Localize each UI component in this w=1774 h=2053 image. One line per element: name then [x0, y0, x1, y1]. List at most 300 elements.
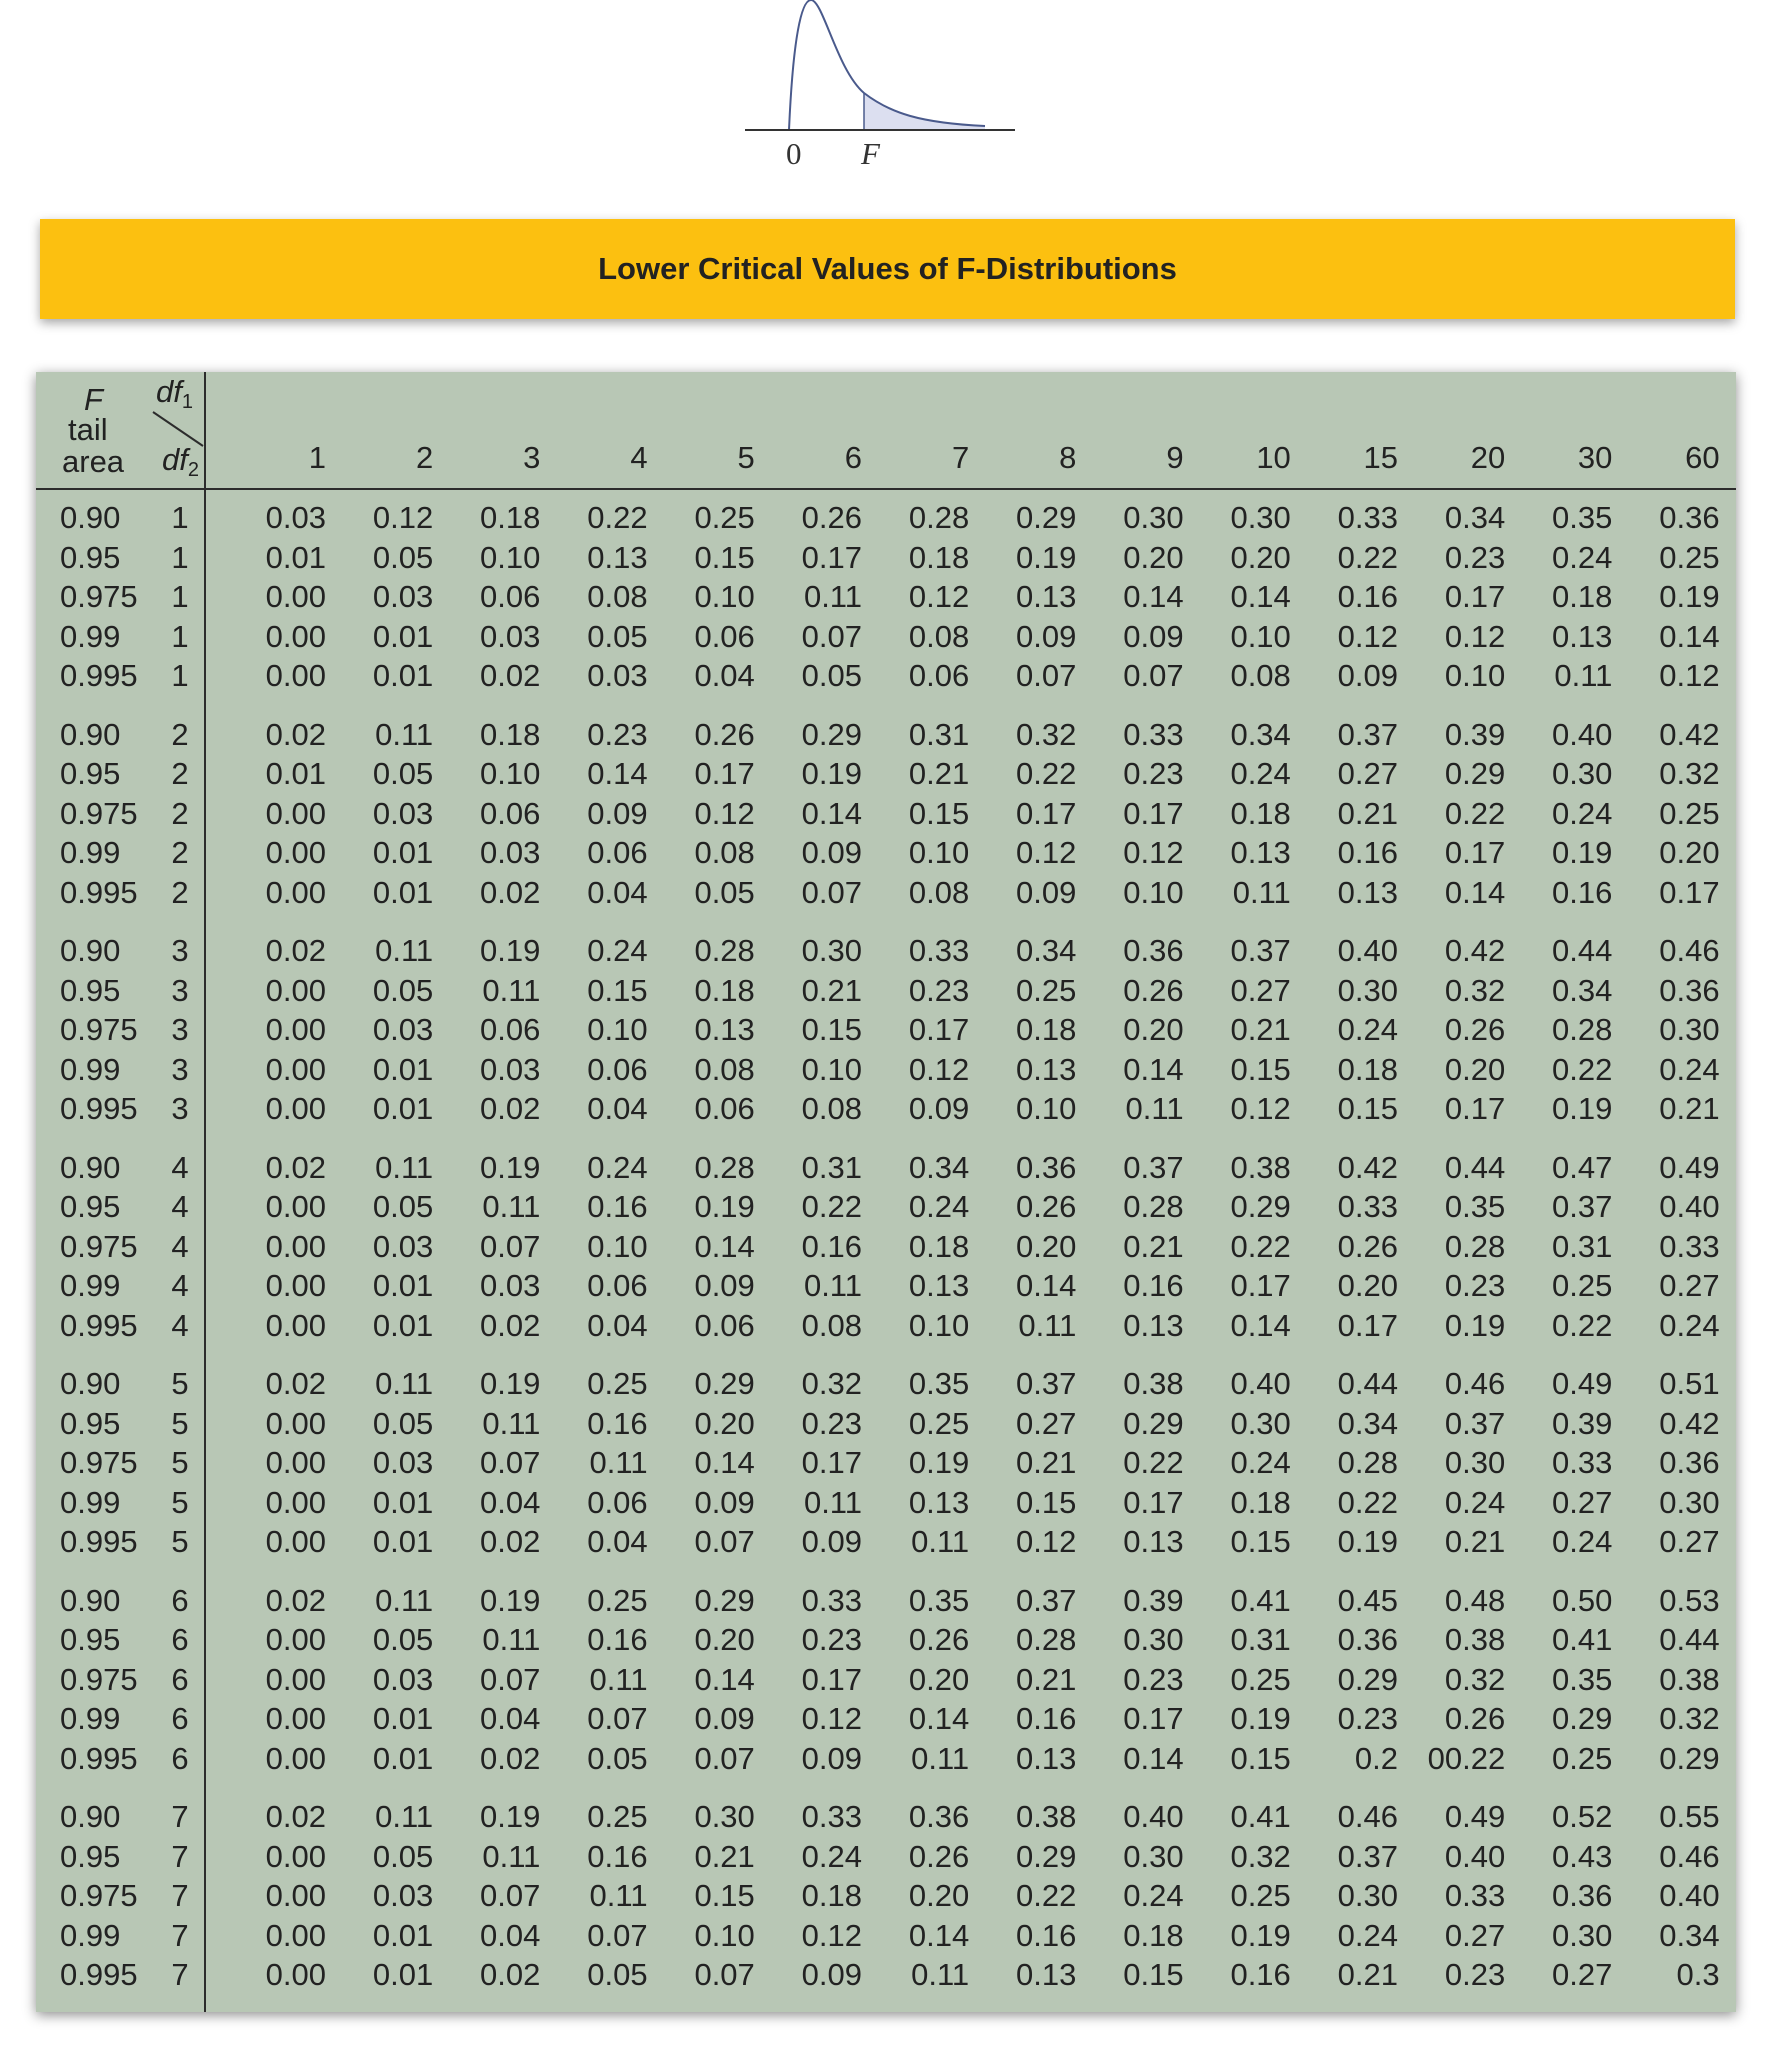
- tail-area-cell: 0.90: [60, 500, 121, 535]
- critical-value-cell: 0.24: [1337, 1012, 1398, 1048]
- critical-value-cell: 0.33: [1123, 716, 1184, 752]
- critical-value-cell: 0.01: [372, 1268, 434, 1304]
- critical-value-cell: 0.01: [372, 658, 434, 694]
- critical-value-cell: 0.01: [372, 1917, 434, 1953]
- critical-value-cell: 0.07: [694, 1740, 755, 1776]
- critical-value-cell: 0.02: [265, 1149, 326, 1185]
- critical-value-cell: 0.13: [908, 1484, 970, 1520]
- critical-value-cell: 0.34: [1552, 972, 1613, 1008]
- critical-value-cell: 0.53: [1659, 1582, 1720, 1618]
- critical-value-cell: 0.03: [372, 1012, 434, 1048]
- critical-value-cell: 0.41: [1230, 1582, 1291, 1618]
- critical-value-cell: 0.17: [1123, 795, 1184, 831]
- critical-value-cell: 0.18: [1123, 1917, 1184, 1953]
- tail-area-cell: 0.995: [60, 1524, 138, 1560]
- critical-value-cell: 0.02: [480, 1091, 541, 1127]
- critical-value-cell: 0.12: [1230, 1091, 1291, 1127]
- critical-value-cell: 0.17: [1337, 1307, 1398, 1343]
- critical-value-cell: 0.14: [694, 1228, 755, 1264]
- critical-value-cell: 0.18: [908, 1228, 970, 1264]
- critical-value-cell: 0.09: [1337, 658, 1398, 694]
- critical-value-cell: 0.03: [265, 500, 326, 535]
- critical-value-cell: 0.18: [1552, 579, 1613, 615]
- tail-area-cell: 0.995: [60, 874, 138, 910]
- critical-value-cell: 0.33: [1337, 500, 1398, 535]
- critical-value-cell: 0.17: [1123, 1484, 1184, 1520]
- df2-subscript: 2: [187, 459, 199, 481]
- critical-value-cell: 0.10: [1444, 658, 1506, 694]
- critical-value-cell: 0.33: [1444, 1878, 1506, 1914]
- df1-header-cell: 2: [415, 440, 434, 475]
- critical-value-cell: 0.13: [1230, 835, 1291, 871]
- critical-value-cell: 0.01: [372, 1957, 434, 1993]
- critical-value-cell: 0.40: [1230, 1366, 1291, 1401]
- df1-label: [156, 376, 193, 412]
- critical-value-cell: 0.46: [1337, 1799, 1398, 1834]
- critical-value-cell: 0.34: [1016, 933, 1077, 968]
- critical-value-cell: 0.25: [1230, 1878, 1291, 1914]
- critical-value-cell: 0.00: [265, 835, 326, 871]
- critical-value-cell: 0.25: [1659, 539, 1720, 575]
- critical-value-cell: 0.19: [480, 1366, 541, 1401]
- critical-value-cell: 0.25: [587, 1366, 648, 1401]
- critical-value-cell: 0.01: [372, 1307, 434, 1343]
- critical-value-cell: 0.30: [1230, 1405, 1291, 1441]
- f-distribution-curve-figure: [745, 0, 1035, 175]
- critical-value-cell: 0.32: [1659, 756, 1720, 792]
- critical-value-cell: 0.05: [587, 1957, 648, 1993]
- critical-value-cell: 0.06: [480, 579, 541, 615]
- critical-value-cell: 0.14: [1123, 579, 1184, 615]
- critical-value-cell: 0.26: [1337, 1228, 1398, 1264]
- critical-value-cell: 0.09: [1016, 618, 1077, 654]
- critical-value-cell: 0.30: [1123, 1838, 1184, 1874]
- critical-value-cell: 0.20: [1444, 1051, 1506, 1087]
- critical-value-cell: 0.09: [694, 1268, 755, 1304]
- table-row: [36, 1955, 1736, 1995]
- critical-value-cell: 0.35: [1444, 1189, 1506, 1225]
- header-divider: [36, 488, 1736, 490]
- critical-value-cell: 0.06: [694, 1307, 755, 1343]
- critical-value-cell: 0.33: [801, 1582, 862, 1618]
- critical-value-cell: 0.13: [1016, 1051, 1077, 1087]
- critical-value-cell: 0.30: [1123, 1622, 1184, 1658]
- critical-value-cell: 0.29: [1016, 500, 1077, 535]
- critical-value-cell: 0.45: [1337, 1582, 1398, 1618]
- table-row: [36, 1404, 1736, 1444]
- critical-value-cell: 0.21: [801, 972, 862, 1008]
- critical-value-cell: 0.11: [482, 1405, 541, 1441]
- df2-cell: 2: [171, 874, 189, 910]
- critical-value-cell: 0.01: [372, 1740, 434, 1776]
- tail-area-cell: 0.975: [60, 1661, 138, 1697]
- critical-value-cell: 0.09: [801, 835, 862, 871]
- df2-cell: 1: [171, 539, 189, 575]
- critical-value-cell: 0.21: [694, 1838, 755, 1874]
- df2-cell: 3: [171, 972, 189, 1008]
- critical-value-cell: 0.31: [1552, 1228, 1613, 1264]
- critical-value-cell: 0.40: [1123, 1799, 1184, 1834]
- critical-value-cell: 0.20: [1659, 835, 1720, 871]
- critical-value-cell: 0.10: [480, 756, 541, 792]
- df2-cell: 2: [171, 795, 189, 831]
- critical-value-cell: 0.48: [1444, 1582, 1506, 1618]
- critical-value-cell: 0.07: [587, 1701, 648, 1737]
- tail-area-cell: 0.995: [60, 1307, 138, 1343]
- critical-value-cell: 0.12: [801, 1701, 862, 1737]
- critical-value-cell: 0.04: [587, 874, 648, 910]
- critical-value-cell: 0.13: [1016, 1957, 1077, 1993]
- df1-header-cell: 6: [844, 440, 862, 475]
- table-row: [36, 1010, 1736, 1050]
- critical-value-cell: 0.12: [801, 1917, 862, 1953]
- df1-header-cell: 8: [1059, 440, 1077, 475]
- tail-area-cell: 0.90: [60, 933, 121, 968]
- critical-value-cell: 0.19: [1016, 539, 1077, 575]
- critical-value-cell: 0.22: [1552, 1307, 1613, 1343]
- critical-value-cell: 0.19: [1337, 1524, 1398, 1560]
- critical-value-cell: 0.14: [1230, 1307, 1291, 1343]
- critical-value-cell: 0.17: [1444, 835, 1506, 871]
- critical-value-cell: 0.01: [265, 539, 326, 575]
- critical-value-cell: 0.00: [265, 1051, 326, 1087]
- df2-cell: 7: [171, 1799, 189, 1834]
- critical-value-cell: 0.15: [1337, 1091, 1398, 1127]
- df2-cell: 7: [171, 1957, 189, 1993]
- critical-value-cell: 0.40: [1659, 1878, 1720, 1914]
- critical-value-cell: 0.10: [587, 1012, 648, 1048]
- critical-value-cell: 0.16: [587, 1405, 648, 1441]
- critical-value-cell: 0.15: [694, 1878, 755, 1914]
- critical-value-cell: 0.07: [480, 1661, 541, 1697]
- critical-value-cell: 0.34: [1444, 500, 1506, 535]
- critical-value-cell: 0.34: [908, 1149, 970, 1185]
- tail-area-cell: 0.90: [60, 1799, 121, 1834]
- critical-value-cell: 0.35: [908, 1582, 970, 1618]
- critical-value-cell: 0.14: [1230, 579, 1291, 615]
- critical-value-cell: 0.17: [1444, 1091, 1506, 1127]
- critical-value-cell: 0.37: [1123, 1149, 1184, 1185]
- critical-value-cell: 0.09: [694, 1484, 755, 1520]
- critical-value-cell: 0.05: [587, 618, 648, 654]
- critical-value-cell: 0.36: [1337, 1622, 1398, 1658]
- critical-value-cell: 0.05: [372, 1405, 434, 1441]
- critical-value-cell: 0.00: [265, 1189, 326, 1225]
- critical-value-cell: 0.18: [694, 972, 755, 1008]
- critical-value-cell: 0.15: [1123, 1957, 1184, 1993]
- critical-value-cell: 0.10: [908, 1307, 970, 1343]
- df2-cell: 5: [171, 1405, 189, 1441]
- critical-value-cell: 0.29: [694, 1582, 755, 1618]
- critical-value-cell: 0.28: [908, 500, 970, 535]
- critical-value-cell: 0.20: [694, 1405, 755, 1441]
- critical-value-cell: 0.18: [908, 539, 970, 575]
- critical-value-cell: 0.42: [1659, 1405, 1720, 1441]
- df2-cell: 6: [171, 1740, 189, 1776]
- critical-value-cell: 0.26: [908, 1622, 970, 1658]
- critical-value-cell: 0.04: [480, 1917, 541, 1953]
- critical-value-cell: 0.12: [372, 500, 434, 535]
- critical-value-cell: 0.10: [587, 1228, 648, 1264]
- critical-value-cell: 0.30: [1552, 756, 1613, 792]
- critical-value-cell: 0.33: [1659, 1228, 1720, 1264]
- table-row: [36, 1699, 1736, 1739]
- table-row: [36, 1660, 1736, 1700]
- critical-value-cell: 0.42: [1337, 1149, 1398, 1185]
- critical-value-cell: 0.25: [1659, 795, 1720, 831]
- table-row: [36, 1620, 1736, 1660]
- critical-value-cell: 0.2: [1354, 1740, 1398, 1776]
- critical-value-cell: 0.22: [1016, 1878, 1077, 1914]
- table-row: [36, 1837, 1736, 1877]
- critical-value-cell: 0.01: [372, 874, 434, 910]
- df1-header-cell: 9: [1166, 440, 1184, 475]
- tail-area-cell: 0.995: [60, 1957, 138, 1993]
- critical-value-cell: 0.33: [801, 1799, 862, 1834]
- critical-value-cell: 0.05: [372, 1622, 434, 1658]
- df2-cell: 4: [171, 1228, 189, 1264]
- critical-value-cell: 0.55: [1659, 1799, 1720, 1834]
- critical-value-cell: 0.05: [372, 1189, 434, 1225]
- df1-header-cell: 15: [1363, 440, 1398, 475]
- critical-value-cell: 0.22: [1123, 1445, 1184, 1481]
- critical-value-cell: 0.23: [1123, 1661, 1184, 1697]
- critical-value-cell: 0.09: [908, 1091, 970, 1127]
- critical-value-cell: 0.18: [1230, 795, 1291, 831]
- critical-value-cell: 0.12: [908, 1051, 970, 1087]
- critical-value-cell: 0.11: [589, 1661, 648, 1697]
- table-row: [36, 1050, 1736, 1090]
- critical-value-cell: 0.11: [375, 933, 434, 968]
- critical-value-cell: 0.06: [694, 1091, 755, 1127]
- critical-value-cell: 0.20: [908, 1661, 970, 1697]
- critical-value-cell: 0.29: [1337, 1661, 1398, 1697]
- critical-value-cell: 0.36: [1659, 500, 1720, 535]
- critical-value-cell: 0.26: [1444, 1701, 1506, 1737]
- critical-value-cell: 0.24: [1659, 1051, 1720, 1087]
- critical-value-cell: 0.00: [265, 618, 326, 654]
- critical-value-cell: 0.00: [265, 1091, 326, 1127]
- critical-value-cell: 0.17: [1123, 1701, 1184, 1737]
- critical-value-cell: 0.21: [1444, 1524, 1506, 1560]
- critical-value-cell: 0.29: [1444, 756, 1506, 792]
- table-row: [36, 1581, 1736, 1621]
- critical-value-cell: 0.17: [1230, 1268, 1291, 1304]
- critical-value-cell: 0.05: [372, 539, 434, 575]
- page-title: Lower Critical Values of F-Distributions: [598, 251, 1177, 286]
- table-row: [36, 1306, 1736, 1346]
- tail-area-cell: 0.99: [60, 1917, 121, 1953]
- critical-value-cell: 0.05: [372, 756, 434, 792]
- df2-cell: 7: [171, 1838, 189, 1874]
- df2-text: df: [162, 442, 188, 477]
- critical-value-cell: 0.06: [480, 1012, 541, 1048]
- df2-cell: 2: [171, 835, 189, 871]
- critical-value-cell: 0.20: [1230, 539, 1291, 575]
- critical-value-cell: 0.27: [1659, 1524, 1720, 1560]
- critical-value-cell: 0.00: [265, 1445, 326, 1481]
- critical-value-cell: 0.30: [1230, 500, 1291, 535]
- critical-value-cell: 0.01: [372, 1051, 434, 1087]
- critical-value-cell: 0.20: [1123, 1012, 1184, 1048]
- table-row: [36, 1089, 1736, 1129]
- critical-value-cell: 0.00: [265, 1307, 326, 1343]
- critical-value-cell: 0.06: [587, 1051, 648, 1087]
- critical-value-cell: 0.03: [480, 1268, 541, 1304]
- critical-value-cell: 0.38: [1659, 1661, 1720, 1697]
- critical-value-cell: 0.27: [1230, 972, 1291, 1008]
- critical-value-cell: 0.22: [1337, 539, 1398, 575]
- critical-value-cell: 0.10: [694, 579, 755, 615]
- critical-value-cell: 0.24: [587, 1149, 648, 1185]
- df2-cell: 4: [171, 1307, 189, 1343]
- df1-header-cell: 10: [1256, 440, 1291, 475]
- corner-f-label: F: [84, 382, 103, 417]
- tail-area-cell: 0.995: [60, 1091, 138, 1127]
- critical-value-cell: 0.29: [1230, 1189, 1291, 1225]
- table-row: [36, 1797, 1736, 1837]
- critical-value-cell: 0.21: [1123, 1228, 1184, 1264]
- df1-header-cell: 5: [737, 440, 755, 475]
- critical-value-cell: 0.30: [1444, 1445, 1506, 1481]
- critical-value-cell: 0.02: [265, 1366, 326, 1401]
- critical-value-cell: 0.03: [480, 835, 541, 871]
- critical-value-cell: 0.06: [587, 835, 648, 871]
- critical-value-cell: 0.12: [1659, 658, 1720, 694]
- critical-value-cell: 0.00: [265, 579, 326, 615]
- table-row: [36, 754, 1736, 794]
- critical-value-cell: 0.23: [1123, 756, 1184, 792]
- critical-value-cell: 0.04: [480, 1701, 541, 1737]
- critical-value-cell: 0.21: [908, 756, 970, 792]
- critical-value-cell: 0.31: [1230, 1622, 1291, 1658]
- critical-value-cell: 0.30: [1659, 1484, 1720, 1520]
- critical-value-cell: 0.19: [1230, 1917, 1291, 1953]
- critical-value-cell: 0.17: [1016, 795, 1077, 831]
- critical-value-cell: 0.11: [482, 1622, 541, 1658]
- critical-value-cell: 0.09: [1123, 618, 1184, 654]
- critical-value-cell: 0.19: [480, 1582, 541, 1618]
- critical-value-cell: 0.10: [1123, 874, 1184, 910]
- critical-value-cell: 0.00: [265, 1524, 326, 1560]
- critical-value-cell: 0.37: [1444, 1405, 1506, 1441]
- critical-value-cell: 0.36: [908, 1799, 970, 1834]
- critical-value-cell: 0.19: [1552, 835, 1613, 871]
- critical-value-cell: 0.23: [587, 716, 648, 752]
- critical-value-cell: 0.19: [480, 1149, 541, 1185]
- table-row: [36, 833, 1736, 873]
- critical-value-cell: 0.49: [1552, 1366, 1613, 1401]
- table-row: [36, 1187, 1736, 1227]
- df2-cell: 6: [171, 1661, 189, 1697]
- tail-area-cell: 0.975: [60, 1228, 138, 1264]
- table-row: [36, 1443, 1736, 1483]
- table-row: [36, 1364, 1736, 1404]
- tail-area-cell: 0.95: [60, 756, 121, 792]
- critical-value-cell: 0.22: [801, 1189, 862, 1225]
- critical-value-cell: 0.24: [587, 933, 648, 968]
- critical-value-cell: 0.11: [589, 1878, 648, 1914]
- critical-value-cell: 0.36: [1659, 1445, 1720, 1481]
- critical-value-cell: 0.15: [587, 972, 648, 1008]
- critical-value-cell: 0.26: [908, 1838, 970, 1874]
- critical-value-cell: 0.01: [265, 756, 326, 792]
- df2-cell: 6: [171, 1701, 189, 1737]
- critical-value-cell: 0.12: [1337, 618, 1398, 654]
- critical-value-cell: 0.00: [265, 1268, 326, 1304]
- critical-value-cell: 0.47: [1552, 1149, 1613, 1185]
- critical-value-cell: 0.27: [1552, 1484, 1613, 1520]
- tail-area-cell: 0.99: [60, 618, 121, 654]
- critical-value-cell: 0.38: [1444, 1622, 1506, 1658]
- critical-value-cell: 0.35: [1552, 500, 1613, 535]
- tail-area-cell: 0.995: [60, 658, 138, 694]
- critical-value-cell: 0.38: [1123, 1366, 1184, 1401]
- critical-value-cell: 0.21: [1016, 1661, 1077, 1697]
- critical-value-cell: 0.44: [1337, 1366, 1398, 1401]
- critical-value-cell: 0.25: [1016, 972, 1077, 1008]
- critical-value-cell: 0.07: [694, 1957, 755, 1993]
- df2-label: [162, 444, 199, 480]
- df1-subscript: 1: [181, 391, 193, 413]
- critical-value-cell: 0.27: [1444, 1917, 1506, 1953]
- critical-value-cell: 0.03: [372, 1445, 434, 1481]
- critical-value-cell: 0.25: [908, 1405, 970, 1441]
- critical-value-cell: 0.17: [1444, 579, 1506, 615]
- critical-value-cell: 0.08: [694, 835, 755, 871]
- critical-value-cell: 0.09: [1016, 874, 1077, 910]
- critical-value-cell: 0.16: [1016, 1701, 1077, 1737]
- df2-cell: 3: [171, 1091, 189, 1127]
- critical-value-cell: 0.36: [1659, 972, 1720, 1008]
- critical-value-cell: 0.27: [1337, 756, 1398, 792]
- critical-value-cell: 0.12: [1123, 835, 1184, 871]
- critical-value-cell: 0.44: [1444, 1149, 1506, 1185]
- table-row: [36, 1522, 1736, 1562]
- critical-value-cell: 0.32: [1016, 716, 1077, 752]
- critical-value-cell: 0.10: [694, 1917, 755, 1953]
- critical-value-cell: 0.06: [587, 1268, 648, 1304]
- df1-text: df: [156, 374, 182, 409]
- tail-area-cell: 0.90: [60, 1582, 121, 1618]
- critical-value-cell: 0.34: [1337, 1405, 1398, 1441]
- critical-value-cell: 0.14: [694, 1661, 755, 1697]
- table-row: [36, 617, 1736, 657]
- critical-value-cell: 0.33: [908, 933, 970, 968]
- critical-value-cell: 0.11: [375, 1366, 434, 1401]
- critical-value-cell: 0.25: [1552, 1740, 1613, 1776]
- critical-value-cell: 0.02: [265, 1799, 326, 1834]
- critical-value-cell: 0.04: [694, 658, 755, 694]
- critical-value-cell: 0.27: [1659, 1268, 1720, 1304]
- critical-value-cell: 0.46: [1659, 933, 1720, 968]
- critical-value-cell: 0.13: [1337, 874, 1398, 910]
- critical-value-cell: 0.31: [801, 1149, 862, 1185]
- df2-cell: 4: [171, 1149, 189, 1185]
- critical-value-cell: 0.11: [375, 1149, 434, 1185]
- critical-value-cell: 0.18: [480, 716, 541, 752]
- critical-value-cell: 0.01: [372, 1484, 434, 1520]
- critical-value-cell: 0.14: [694, 1445, 755, 1481]
- critical-value-cell: 0.16: [1230, 1957, 1291, 1993]
- critical-value-cell: 0.16: [1552, 874, 1613, 910]
- critical-value-cell: 0.21: [1337, 1957, 1398, 1993]
- table-row: [36, 715, 1736, 755]
- critical-value-cell: 0.24: [1123, 1878, 1184, 1914]
- critical-value-cell: 0.15: [1016, 1484, 1077, 1520]
- critical-value-cell: 0.23: [801, 1405, 862, 1441]
- f-label: F: [861, 136, 880, 171]
